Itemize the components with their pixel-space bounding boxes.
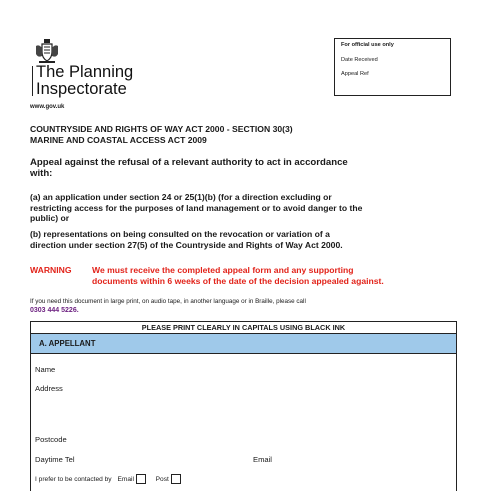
section-a-header: A. APPELLANT xyxy=(31,334,456,354)
email-checkbox[interactable] xyxy=(136,474,146,484)
acts-line-1: COUNTRYSIDE AND RIGHTS OF WAY ACT 2000 - SECTION 30(3) xyxy=(30,124,293,134)
address-label: Address xyxy=(35,384,63,393)
email-option-label: Email xyxy=(117,475,134,483)
option-a-line-2: restricting access for the purposes of land management or to avoid danger to the xyxy=(30,202,363,213)
acts-line-2: MARINE AND COASTAL ACCESS ACT 2009 xyxy=(30,135,207,145)
option-b-line-1: (b) representations on being consulted on the revocation or variation of a xyxy=(30,229,330,239)
post-option-label: Post xyxy=(155,475,169,483)
logo-divider xyxy=(32,66,33,96)
print-instruction: PLEASE PRINT CLEARLY IN CAPITALS USING BLACK INK xyxy=(31,322,456,334)
organisation-logo-text xyxy=(36,64,133,98)
appeal-heading-line-1: Appeal against the refusal of a relevant authority to act in accordance xyxy=(30,157,348,168)
logo-line-1: The Planning xyxy=(36,63,134,81)
postcode-field[interactable] xyxy=(33,432,453,448)
warning-label: WARNING xyxy=(30,265,72,275)
address-field[interactable] xyxy=(33,380,453,428)
phone-number-link[interactable]: 0303 444 5226. xyxy=(30,307,79,314)
warning-line-2: documents within 6 weeks of the date of the decision appealed against. xyxy=(92,276,384,286)
contact-preference-label: I prefer to be contacted by xyxy=(35,475,112,483)
postcode-label: Postcode xyxy=(35,435,67,444)
appellant-form xyxy=(30,321,457,491)
option-b-text xyxy=(30,229,343,251)
email-label: Email xyxy=(253,455,272,464)
website-link[interactable]: www.gov.uk xyxy=(30,104,65,110)
logo-line-2: Inspectorate xyxy=(36,80,127,98)
post-checkbox[interactable] xyxy=(171,474,181,484)
royal-crest-icon xyxy=(34,38,60,64)
official-use-heading: For official use only xyxy=(341,42,394,48)
appeal-heading xyxy=(30,157,348,179)
option-a-text xyxy=(30,192,362,224)
email-field[interactable] xyxy=(251,452,451,468)
name-field[interactable] xyxy=(33,360,453,376)
official-use-box xyxy=(334,38,451,96)
warning-line-1: We must receive the completed appeal form and any supporting xyxy=(92,265,354,275)
option-b-line-2: direction under section 27(5) of the Countryside and Rights of Way Act 2000. xyxy=(30,240,343,250)
date-received-label: Date Received xyxy=(341,57,378,63)
daytime-tel-field[interactable] xyxy=(33,452,243,468)
large-print-note: If you need this document in large print, on audio tape, in another language or in Braille, please call xyxy=(30,298,306,305)
option-a-line-1: (a) an application under section 24 or 25(1)(b) (for a direction excluding or xyxy=(30,192,332,202)
option-a-line-3: public) or xyxy=(30,213,70,223)
daytime-tel-label: Daytime Tel xyxy=(35,455,75,464)
contact-preference-row xyxy=(35,474,181,484)
name-label: Name xyxy=(35,365,56,374)
appeal-heading-line-2: with: xyxy=(30,168,53,179)
acts-heading xyxy=(30,124,293,146)
warning-text xyxy=(92,265,384,287)
appeal-ref-label: Appeal Ref xyxy=(341,71,369,77)
